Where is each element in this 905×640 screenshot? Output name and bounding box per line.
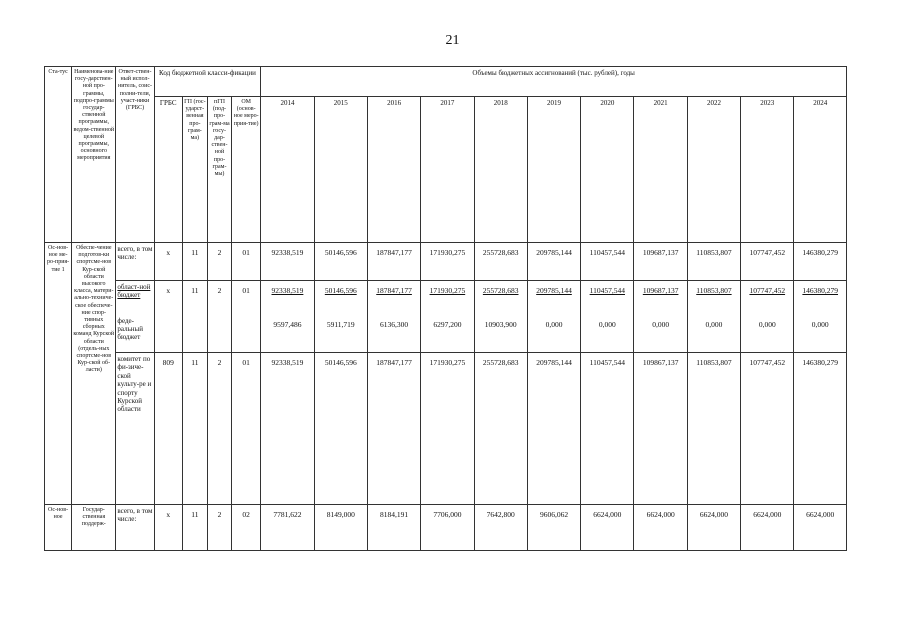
cell-gp: 11 <box>182 281 207 315</box>
value-cell: 7642,800 <box>474 505 527 551</box>
value-cell: 110457,544 <box>581 353 634 505</box>
value-cell: 50146,596 <box>314 353 367 505</box>
value-cell: 107747,452 <box>741 353 794 505</box>
value-cell: 187847,177 <box>367 281 420 315</box>
cell-grbs: x <box>154 505 182 551</box>
value-cell: 8184,191 <box>367 505 420 551</box>
cell-grbs: 809 <box>154 353 182 505</box>
year-header: 2016 <box>367 97 420 243</box>
value-cell: 92338,519 <box>261 281 314 315</box>
table-row <box>45 243 847 281</box>
cell-om: 02 <box>232 505 261 551</box>
page-number: 21 <box>445 33 460 48</box>
cell-grbs <box>154 315 182 353</box>
value-cell: 92338,519 <box>261 243 314 281</box>
budget-table <box>44 66 847 551</box>
header-om: ОМ (основ-ное меро-прия-тие) <box>232 97 261 243</box>
table-row <box>45 281 847 315</box>
value-cell: 146380,279 <box>794 281 847 315</box>
cell-pgp: 2 <box>207 505 231 551</box>
cell-om: 01 <box>232 353 261 505</box>
value-cell: 146380,279 <box>794 353 847 505</box>
cell-gp: 11 <box>182 353 207 505</box>
cell-grbs: x <box>154 243 182 281</box>
value-cell: 50146,596 <box>314 281 367 315</box>
value-cell: 7781,622 <box>261 505 314 551</box>
value-cell: 110853,807 <box>687 243 740 281</box>
value-cell: 110457,544 <box>581 281 634 315</box>
value-cell: 6624,000 <box>634 505 687 551</box>
value-cell: 255728,683 <box>474 353 527 505</box>
cell-grbs: x <box>154 281 182 315</box>
value-cell: 209785,144 <box>527 353 580 505</box>
value-cell: 107747,452 <box>741 281 794 315</box>
value-cell: 171930,275 <box>421 243 474 281</box>
cell-pgp: 2 <box>207 281 231 315</box>
cell-om: 01 <box>232 281 261 315</box>
header-volumes: Объемы бюджетных ассигнований (тыс. рублей), годы <box>261 67 847 97</box>
value-cell: 109687,137 <box>634 281 687 315</box>
year-header: 2018 <box>474 97 527 243</box>
table-row <box>45 505 847 551</box>
cell-pgp: 2 <box>207 243 231 281</box>
value-cell: 0,000 <box>687 315 740 353</box>
cell-gp: 11 <box>182 243 207 281</box>
value-cell: 7706,000 <box>421 505 474 551</box>
header-status: Ста-тус <box>45 67 72 243</box>
value-cell: 6624,000 <box>794 505 847 551</box>
value-cell: 255728,683 <box>474 243 527 281</box>
row-status: Ос-нов-ное <box>45 505 72 551</box>
value-cell: 50146,596 <box>314 243 367 281</box>
header-name: Наименова-ние госу-дарствен-ной про-граммы, подпро-граммы государ-ственной программы, ведом-ственной целевой программы, основного мероприятия <box>72 67 116 243</box>
year-header: 2022 <box>687 97 740 243</box>
value-cell: 209785,144 <box>527 243 580 281</box>
cell-pgp <box>207 315 231 353</box>
value-cell: 9597,486 <box>261 315 314 353</box>
value-cell: 171930,275 <box>421 281 474 315</box>
value-cell: 110853,807 <box>687 353 740 505</box>
cell-pgp: 2 <box>207 353 231 505</box>
cell-om: 01 <box>232 243 261 281</box>
value-cell: 6624,000 <box>687 505 740 551</box>
year-header: 2014 <box>261 97 314 243</box>
row-responsible: феде-ральный бюджет <box>116 315 154 353</box>
cell-gp <box>182 315 207 353</box>
value-cell: 6297,200 <box>421 315 474 353</box>
header-budget-code: Код бюджетной класси-фикации <box>154 67 261 97</box>
value-cell: 6624,000 <box>741 505 794 551</box>
value-cell: 110853,807 <box>687 281 740 315</box>
value-cell: 187847,177 <box>367 243 420 281</box>
year-header: 2021 <box>634 97 687 243</box>
value-cell: 209785,144 <box>527 281 580 315</box>
year-header: 2019 <box>527 97 580 243</box>
value-cell: 0,000 <box>794 315 847 353</box>
table-row <box>45 353 847 505</box>
row-status: Ос-нов-ное ме-ро-прия-тие 1 <box>45 243 72 505</box>
year-header: 2017 <box>421 97 474 243</box>
header-grbs: ГРБС <box>154 97 182 243</box>
value-cell: 109687,137 <box>634 243 687 281</box>
value-cell: 92338,519 <box>261 353 314 505</box>
value-cell: 6136,300 <box>367 315 420 353</box>
header-pgp: пГП (под-про-грам-ма госу-дар-ствен-ной про-грам-мы) <box>207 97 231 243</box>
value-cell: 110457,544 <box>581 243 634 281</box>
table-row <box>45 315 847 353</box>
year-header: 2024 <box>794 97 847 243</box>
cell-om <box>232 315 261 353</box>
year-header: 2020 <box>581 97 634 243</box>
value-cell: 6624,000 <box>581 505 634 551</box>
year-header: 2023 <box>741 97 794 243</box>
value-cell: 5911,719 <box>314 315 367 353</box>
value-cell: 0,000 <box>741 315 794 353</box>
value-cell: 0,000 <box>527 315 580 353</box>
value-cell: 0,000 <box>634 315 687 353</box>
value-cell: 0,000 <box>581 315 634 353</box>
row-responsible: всего, в том числе: <box>116 243 154 281</box>
cell-gp: 11 <box>182 505 207 551</box>
row-name: Обеспе-чение подготов-ки спортсме-нов Кур-ской области высокого класса, матери-ально-техниче-ское обеспече-ние спор-тивных сборных команд Курской области (отдель-ных спортсме-нов Кур-ской об-ласти) <box>72 243 116 505</box>
value-cell: 255728,683 <box>474 281 527 315</box>
value-cell: 109867,137 <box>634 353 687 505</box>
value-cell: 8149,000 <box>314 505 367 551</box>
header-gp: ГП (гос-ударст-венная про-грам-ма) <box>182 97 207 243</box>
row-responsible: всего, в том числе: <box>116 505 154 551</box>
value-cell: 107747,452 <box>741 243 794 281</box>
value-cell: 146380,279 <box>794 243 847 281</box>
value-cell: 187847,177 <box>367 353 420 505</box>
year-header: 2015 <box>314 97 367 243</box>
value-cell: 171930,275 <box>421 353 474 505</box>
row-responsible: област-ной бюджет <box>116 281 154 315</box>
value-cell: 10903,900 <box>474 315 527 353</box>
value-cell: 9606,062 <box>527 505 580 551</box>
header-responsible: Ответ-ствен-ный испол-нитель, соис-полни-тели, участ-ники (ГРБС) <box>116 67 154 243</box>
row-responsible: комитет по фи-зиче-ской культу-ре и спорту Курской области <box>116 353 154 505</box>
row-name: Государ-ственная поддерж- <box>72 505 116 551</box>
